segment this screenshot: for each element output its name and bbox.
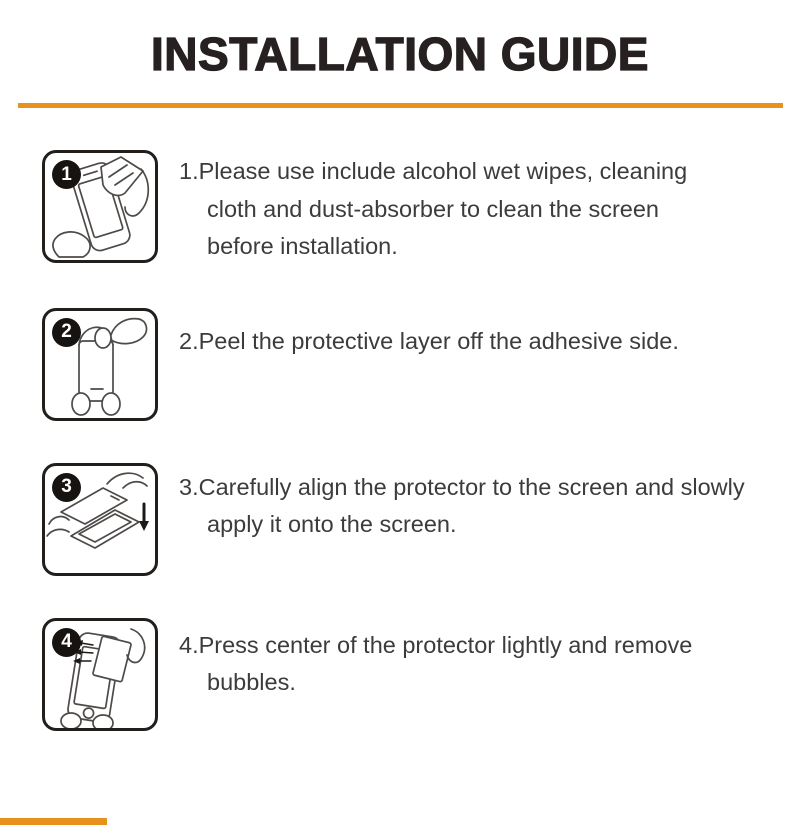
step-2-text: 2.Peel the protective layer off the adhesive side.	[179, 327, 679, 354]
step-1-number-badge: 1	[52, 160, 81, 189]
page-title: INSTALLATION GUIDE	[151, 28, 649, 80]
step-row-4	[42, 618, 800, 731]
step-4-number-badge: 4	[52, 628, 81, 657]
step-row-2	[42, 308, 800, 421]
steps-list	[0, 150, 800, 731]
step-4-text: 4.Press center of the protector lightly and remove bubbles.	[179, 631, 693, 696]
step-4-illustration-box	[42, 618, 158, 731]
title-divider	[18, 103, 783, 108]
bottom-accent-bar	[0, 818, 107, 825]
step-2-number-badge: 2	[52, 318, 81, 347]
step-2-illustration-box	[42, 308, 158, 421]
step-1-illustration-box	[42, 150, 158, 263]
step-3-number-badge: 3	[52, 473, 81, 502]
step-1-text: 1.Please use include alcohol wet wipes, cleaning cloth and dust-absorber to clean the screen before installation.	[179, 158, 688, 260]
step-row-1	[42, 150, 800, 266]
step-row-3	[42, 463, 800, 576]
step-3-text: 3.Carefully align the protector to the screen and slowly apply it onto the screen.	[179, 473, 745, 538]
step-3-illustration-box	[42, 463, 158, 576]
